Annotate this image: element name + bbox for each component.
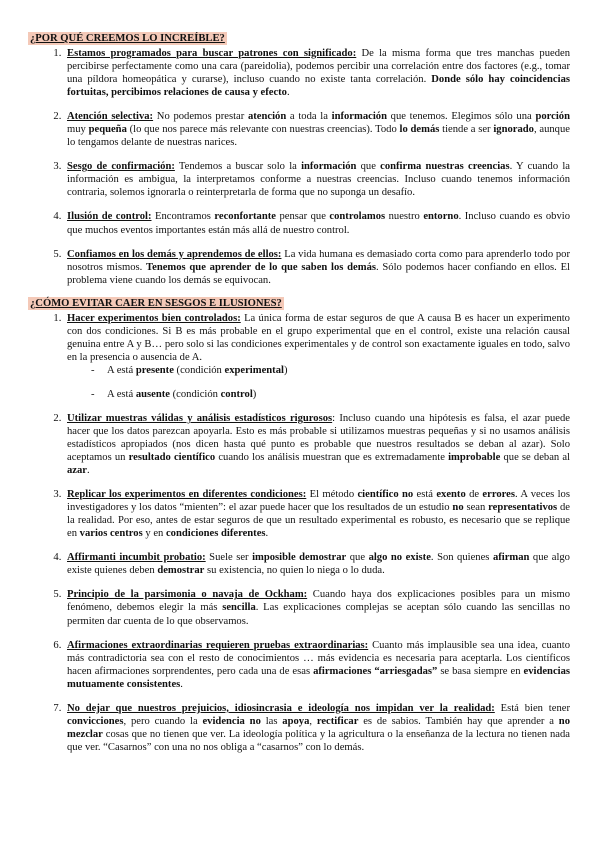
body-text: A está	[107, 364, 136, 376]
body-text: .	[87, 465, 90, 477]
body-text: . A veces los investigadores y los datos “mienten”: el azar puede hacer que los resultados de un estudio	[67, 489, 570, 514]
body-text: cosas que no tienen que ver. La ideología política y la agricultura o la enseñanza de la lectura no tienen nada que ver. “Casarnos” con una no nos obliga a “casarnos” con lo demás.	[67, 728, 570, 753]
bold-text: información	[331, 111, 387, 123]
body-text: De la misma forma que tres manchas pueden percibirse perfectamente como una cara (pareidolia), podemos percibir una correlación entre dos factores (e.g., tomar una píldora homeopática y curarse), incluso cuando no existe tanta correlación.	[67, 48, 570, 86]
bold-text: algo no existe	[368, 552, 431, 564]
reasons-list	[28, 47, 570, 287]
item-title: Replicar los experimentos en diferentes condiciones:	[67, 489, 307, 501]
bold-text: porción	[535, 111, 570, 123]
body-text: (lo que nos parece más relevante con nuestras creencias). Todo	[126, 124, 400, 136]
item-title: Sesgo de confirmación:	[67, 161, 175, 173]
body-text: . Son quienes	[430, 552, 493, 564]
bold-text: afirmaciones “arriesgadas”	[313, 665, 438, 677]
list-item	[64, 588, 570, 627]
body-text: No podemos prestar	[153, 111, 248, 123]
body-text: : Incluso cuando una hipótesis es falsa, el azar puede hacer que los datos parezcan apoyarla. Esto es más probable si utilizamos muestras pequeñas y si no usamos análisis estadísticos apropiados (nos dicen hasta qué punto es probable que nuestros resultados se deban al azar). Solo aceptamos un	[67, 412, 570, 464]
bold-text: demostrar	[157, 565, 205, 577]
list-item	[64, 488, 570, 540]
body-text: Tendemos a buscar solo la	[174, 161, 302, 173]
body-text: Está bien tener	[494, 702, 570, 714]
item-title: Afirmaciones extraordinarias requieren pruebas extraordinarias:	[67, 639, 369, 651]
body-text: pensar que	[275, 211, 330, 223]
body-text: )	[252, 388, 257, 400]
body-text: , aunque lo tengamos delante de nuestras narices.	[67, 124, 570, 149]
bold-text: exento	[436, 489, 466, 501]
body-text: que se deban al	[500, 452, 571, 464]
body-text: Cuanto más implausible sea una idea, cuanto más contradictoria sea con el resto de conocimientos … más evidencia es necesaria para aceptarla. Los científicos hacen afirmaciones sorprendentes, pero cada una de esas	[67, 639, 570, 677]
list-item	[64, 47, 570, 99]
body-text: )	[283, 364, 288, 376]
body-text: (condición	[169, 388, 221, 400]
sub-list	[67, 364, 570, 401]
body-text: . Incluso cuando es obvio que muchos eventos importantes están más allá de nuestro control.	[67, 211, 570, 236]
bold-text: ignorado	[493, 124, 534, 136]
bold-text: no mezclar	[67, 715, 570, 740]
item-title: Affirmanti incumbit probatio:	[67, 552, 206, 564]
body-text: El método	[306, 489, 358, 501]
item-title: No dejar que nuestros prejuicios, idiosincrasia e ideología nos impidan ver la realidad:	[67, 702, 495, 714]
bold-text: entorno	[423, 211, 459, 223]
bold-text: evidencia no	[202, 715, 261, 727]
bold-text: varios centros	[79, 528, 143, 540]
bold-text: apoya	[282, 715, 310, 727]
body-text: . Y cuando la información es ambigua, la interpretamos conforme a nuestras creencias. Incluso cuando tenemos información contraria, solemos ignorarla o reinterpretarla de forma que no suponga un desafío.	[67, 161, 570, 199]
sub-list-item	[91, 388, 570, 401]
section-heading-why-believe: ¿POR QUÉ CREEMOS LO INCREÍBLE?	[30, 33, 225, 44]
bold-text: controlamos	[329, 211, 386, 223]
item-title: Confiamos en los demás y aprendemos de ellos:	[67, 248, 282, 260]
body-text: es de sabios. También hay que aprender a	[358, 715, 559, 727]
body-text: .	[265, 528, 269, 540]
body-text: a toda la	[286, 111, 332, 123]
body-text: , pero cuando la	[123, 715, 203, 727]
body-text: cuando los análisis muestran que es extremadamente	[215, 452, 449, 464]
bold-text: no	[452, 502, 464, 514]
item-title: Hacer experimentos bien controlados:	[67, 312, 241, 324]
bold-text: reconfortante	[214, 211, 276, 223]
body-text: A está	[107, 388, 136, 400]
body-text: . Sólo podemos hacer confiando en ellos. El problema viene cuando los demás se equivocan.	[67, 261, 570, 286]
strategies-list	[28, 312, 570, 754]
bold-text: convicciones	[67, 715, 124, 727]
list-item	[64, 312, 570, 401]
bold-text: Tenemos que aprender de lo que saben los demás	[146, 261, 377, 273]
sub-list-item	[91, 364, 570, 377]
body-text: está	[413, 489, 437, 501]
bold-text: Donde sólo hay coincidencias fortuitas, percibimos relaciones de causa y efecto	[67, 74, 570, 99]
bold-text: confirma nuestras creencias	[380, 161, 510, 173]
section-heading-how-avoid: ¿CÓMO EVITAR CAER EN SESGOS E ILUSIONES?	[30, 297, 282, 309]
bold-text: atención	[247, 111, 287, 123]
bold-text: rectificar	[316, 715, 359, 727]
item-title: Utilizar muestras válidas y análisis estadísticos rigurosos	[67, 412, 333, 424]
body-text: .	[286, 87, 290, 99]
body-text: que tenemos. Elegimos sólo una	[386, 111, 536, 123]
body-text: (condición	[173, 364, 225, 376]
body-text: muy	[67, 124, 89, 136]
list-item	[64, 248, 570, 287]
list-item	[64, 702, 570, 754]
body-text: las	[260, 715, 283, 727]
bold-text: condiciones diferentes	[165, 528, 266, 540]
body-text: su existencia, no quien lo niega o lo duda.	[204, 565, 385, 577]
bold-text: azar	[67, 465, 87, 477]
bold-text: afirman	[492, 552, 530, 564]
bold-text: evidencias mutuamente consistentes	[67, 665, 571, 690]
body-text: que	[356, 161, 381, 173]
list-item	[64, 210, 570, 236]
body-text: y en	[142, 528, 166, 540]
body-text: de	[465, 489, 483, 501]
body-text: Cuando haya dos explicaciones posibles para un mismo fenómeno, debemos elegir la más	[67, 589, 570, 614]
body-text: que algo existe quienes deben	[67, 552, 570, 577]
item-title: Estamos programados para buscar patrones con significado:	[67, 48, 357, 59]
bold-text: resultado científico	[128, 452, 216, 464]
list-item	[64, 160, 570, 199]
bold-text: sencilla	[222, 602, 256, 614]
body-text: que	[346, 552, 369, 564]
body-text: tiende a ser	[439, 124, 494, 136]
body-text: .	[180, 678, 183, 690]
body-text: se basa siempre en	[437, 665, 524, 677]
bold-text: lo demás	[399, 124, 440, 136]
bold-text: experimental	[224, 364, 284, 376]
bold-text: pequeña	[88, 124, 127, 136]
body-text: La única forma de estar seguros de que A causa B es hacer un experimento con dos condiciones. Si B es más probable en el grupo experimental que en el control, existe una relación causal genuina entre A y B… pero solo si las condiciones experimentales y de control son exactamente iguales en todo, salvo en la presencia o ausencia de A.	[67, 312, 570, 363]
bold-text: presente	[135, 364, 174, 376]
bold-text: información	[301, 161, 357, 173]
bold-text: científico no	[357, 489, 414, 501]
body-text: sean	[463, 502, 489, 514]
body-text: Suele ser	[205, 552, 253, 564]
bold-text: representativos	[488, 502, 558, 514]
body-text: de la realidad. Por eso, antes de estar seguros de que un resultado experimental es robusto, es necesario que se replique en	[67, 502, 570, 540]
body-text: . Las explicaciones complejas se aceptan sólo cuando las sencillas no permiten dar cuenta de lo que observamos.	[67, 602, 571, 627]
list-item	[64, 110, 570, 149]
bold-text: improbable	[448, 452, 501, 464]
list-item	[64, 412, 570, 477]
body-text: La vida humana es demasiado corta como para aprenderlo todo por nosotros mismos.	[67, 248, 570, 273]
item-title: Ilusión de control:	[67, 211, 152, 223]
bold-text: ausente	[135, 388, 170, 400]
body-text: ,	[309, 715, 317, 727]
list-item	[64, 639, 570, 691]
bold-text: errores	[482, 489, 515, 501]
body-text: nuestro	[385, 211, 424, 223]
item-title: Atención selectiva:	[67, 111, 154, 123]
list-item	[64, 551, 570, 577]
item-title: Principio de la parsimonia o navaja de Ockham:	[67, 589, 308, 601]
body-text: Encontramos	[151, 211, 215, 223]
bold-text: imposible demostrar	[252, 552, 347, 564]
bold-text: control	[220, 388, 253, 400]
